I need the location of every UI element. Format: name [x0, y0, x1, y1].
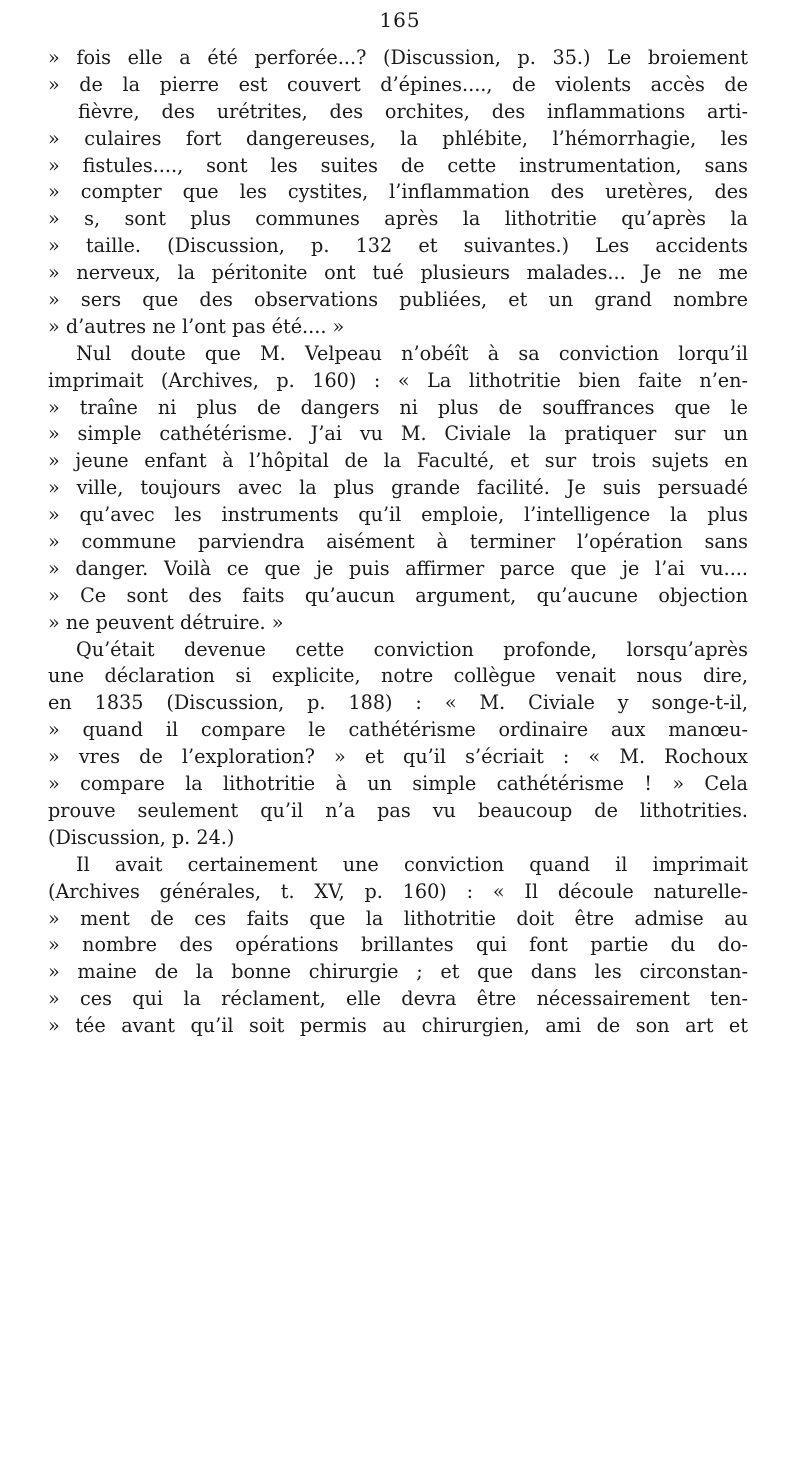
text-line: » maine de la bonne chirurgie ; et que dans les circonstan- — [48, 960, 748, 984]
text-line: » ment de ces faits que la lithotritie doit être admise au — [48, 906, 748, 930]
text-line: » ces qui la réclament, elle devra être nécessairement ten- — [48, 987, 748, 1011]
text-line: (Discussion, p. 24.) — [48, 825, 235, 849]
text-line: » culaires fort dangereuses, la phlébite, l’hémorrhagie, les — [48, 126, 748, 150]
text-line: » danger. Voilà ce que je puis affirmer parce que je l’ai vu.... — [48, 556, 748, 580]
text-line: » nombre des opérations brillantes qui font partie du do- — [48, 933, 748, 957]
text-line: » qu’avec les instruments qu’il emploie, l’intelligence la plus — [48, 503, 748, 527]
text-line: fièvre, des urétrites, des orchites, des inflammations arti- — [78, 99, 748, 123]
text-line: » nerveux, la péritonite ont tué plusieurs malades... Je ne me — [48, 261, 748, 285]
text-line: (Archives générales, t. XV, p. 160) : « Il découle naturelle- — [48, 879, 748, 903]
text-line: » compare la lithotritie à un simple cathétérisme ! » Cela — [48, 772, 748, 796]
text-line: en 1835 (Discussion, p. 188) : « M. Civiale y songe-t-il, — [48, 691, 748, 715]
text-line: une déclaration si explicite, notre collègue venait nous dire, — [48, 664, 748, 688]
body-text — [48, 45, 748, 1040]
text-line: » ne peuvent détruire. » — [48, 610, 284, 634]
page-number: 165 — [379, 8, 421, 32]
text-line: » d’autres ne l’ont pas été.... » — [48, 314, 345, 338]
text-line: » commune parviendra aisément à terminer l’opération sans — [48, 530, 748, 554]
text-line: » quand il compare le cathétérisme ordinaire aux manœu- — [48, 718, 748, 742]
text-line: » vres de l’exploration? » et qu’il s’écriait : « M. Rochoux — [48, 745, 748, 769]
text-line: » s, sont plus communes après la lithotritie qu’après la — [48, 207, 748, 231]
text-line: » taille. (Discussion, p. 132 et suivantes.) Les accidents — [48, 234, 748, 258]
text-line: » traîne ni plus de dangers ni plus de souffrances que le — [48, 395, 748, 419]
text-line: » de la pierre est couvert d’épines...., de violents accès de — [48, 72, 748, 96]
text-line: » jeune enfant à l’hôpital de la Faculté, et sur trois sujets en — [48, 449, 748, 473]
text-line: » compter que les cystites, l’inflammation des uretères, des — [48, 180, 748, 204]
paragraph-start: Qu’était devenue cette conviction profonde, lorsqu’après — [76, 637, 748, 661]
text-line: imprimait (Archives, p. 160) : « La lithotritie bien faite n’en- — [48, 368, 748, 392]
text-line: » ville, toujours avec la plus grande facilité. Je suis persuadé — [48, 476, 748, 500]
paragraph-start: Il avait certainement une conviction quand il imprimait — [76, 852, 748, 876]
text-line: » simple cathétérisme. J’ai vu M. Civiale la pratiquer sur un — [48, 422, 748, 446]
text-line: » tée avant qu’il soit permis au chirurgien, ami de son art et — [48, 1014, 748, 1038]
paragraph-start: Nul doute que M. Velpeau n’obéît à sa conviction lorqu’il — [76, 341, 748, 365]
text-line: prouve seulement qu’il n’a pas vu beaucoup de lithotrities. — [48, 798, 748, 822]
text-line: » sers que des observations publiées, et un grand nombre — [48, 288, 748, 312]
text-line: » Ce sont des faits qu’aucun argument, qu’aucune objection — [48, 583, 748, 607]
text-line: » fistules...., sont les suites de cette instrumentation, sans — [48, 153, 748, 177]
text-line: » fois elle a été perforée...? (Discussion, p. 35.) Le broiement — [48, 46, 748, 69]
